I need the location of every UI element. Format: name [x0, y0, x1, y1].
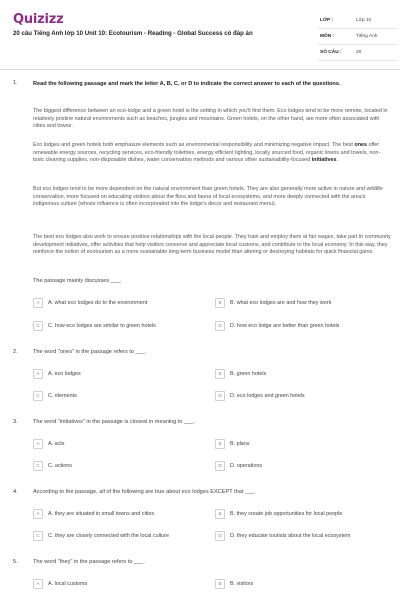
option-text: B. what eco lodges are and how they work [230, 299, 332, 306]
option-letter-box[interactable]: B [215, 509, 225, 519]
meta-value: 20 [356, 50, 362, 55]
option-text: C. they are closely connected with the local culture [48, 532, 170, 539]
option-letter-box[interactable]: C [33, 461, 43, 471]
question-stem: The word "ones" in the passage refers to ___. [33, 349, 147, 355]
option-text: B. visitors [230, 580, 254, 587]
option-text: A. local customs [48, 580, 88, 587]
option-text: D. eco lodges and green hotels [230, 392, 305, 399]
option-letter-box[interactable]: B [215, 369, 225, 379]
passage-text: . [336, 157, 339, 163]
passage-paragraph: The best eco lodges also work to ensure positive relationships with the local people. They train and employ them at fair wages, take part in community development initiatives, offer activities that help visitors conserve and appreciate local customs, and contribute to the local economy. In this way, they reinforce the notion of ecotourism as a more sustainable long-term business model than altering or destroying habitats for quick financial gains. [33, 234, 391, 255]
option-letter-box[interactable]: A [33, 298, 43, 308]
question-instruction: Read the following passage and mark the letter A, B, C, or D to indicate the correct answer to each of the questions. [33, 81, 341, 87]
meta-row-grade [318, 13, 396, 29]
question-number: 1. [13, 80, 18, 86]
option-text: D. they educate tourists about the local ecosystem [230, 532, 351, 539]
meta-label: SỐ CÂU : [320, 50, 342, 55]
answer-option[interactable] [33, 390, 77, 401]
meta-value: Tiếng Anh [356, 34, 378, 39]
option-letter-box[interactable]: B [215, 298, 225, 308]
answer-option[interactable] [33, 320, 156, 331]
answer-option[interactable] [33, 297, 147, 308]
answer-option[interactable] [33, 460, 72, 471]
question-stem: The word "initiatives" in the passage is closest in meaning to ___. [33, 419, 195, 425]
document-title: 20 câu Tiếng Anh lớp 10 Unit 10: Ecotourism - Reading - Global Success có đáp án [13, 30, 253, 37]
option-letter-box[interactable]: B [215, 579, 225, 589]
passage-text: offer renewable energy sources, recycling services, eco-friendly toiletries, energy efficient lighting, locally sourced food, organic linens and towels, non-toxic cleaning supplies, non-disposable dishes, water conservation methods and various other sustainability-focused [33, 142, 381, 163]
option-text: A. eco lodges [48, 370, 81, 377]
answer-option[interactable] [215, 297, 331, 308]
passage-paragraph [33, 142, 391, 165]
answer-option[interactable] [33, 368, 81, 379]
option-text: A. acts [48, 440, 65, 447]
answer-option[interactable] [215, 578, 253, 589]
option-text: D. how eco lodge are better than green hotels [230, 322, 340, 329]
question-stem: According to the passage, all of the following are true about eco lodges EXCEPT that ___. [33, 489, 256, 495]
option-letter-box[interactable]: A [33, 369, 43, 379]
option-text: D. operations [230, 462, 263, 469]
answer-option[interactable] [33, 508, 154, 519]
passage-paragraph: But eco lodges tend to be more dependent on the natural environment than green hotels. They are also generally more active in nature and wildlife conservation, more focused on educating visitors about the flora and fauna of local ecosystems, and more deeply connected with the area's indigenous culture (whose influence is often incorporated into the lodge's decor and restaurant menu). [33, 186, 383, 207]
option-letter-box[interactable]: C [33, 531, 43, 541]
question-number: 5. [13, 559, 18, 565]
meta-table [318, 13, 396, 61]
answer-option[interactable] [33, 438, 64, 449]
option-letter-box[interactable]: A [33, 509, 43, 519]
option-letter-box[interactable]: D [215, 391, 225, 401]
quizizz-logo: Quizizz [13, 12, 64, 27]
passage-text: Eco lodges and green hotels both emphasize elements such as environmental responsibility and minimizing negative impact. The best [33, 142, 355, 148]
highlighted-word: initiatives [311, 157, 337, 163]
header-divider [0, 69, 400, 70]
answer-option[interactable] [33, 530, 169, 541]
option-text: C. elements [48, 392, 77, 399]
passage-paragraph: The biggest difference between an eco-lodge and a green hotel is the setting in which you'll find them. Eco lodges tend to be more remote, located in relatively pristine natural environments such as beaches, jungles and mountains. Green hotels, on the other hand, are more often associated with cities and towns. [33, 108, 388, 129]
option-text: B. green hotels [230, 370, 267, 377]
answer-option[interactable] [215, 438, 249, 449]
answer-option[interactable] [215, 320, 339, 331]
option-letter-box[interactable]: D [215, 321, 225, 331]
meta-label: LỚP : [320, 18, 334, 23]
option-letter-box[interactable]: D [215, 531, 225, 541]
meta-row-count [318, 45, 396, 61]
option-text: C. actions [48, 462, 72, 469]
answer-option[interactable] [215, 530, 350, 541]
option-letter-box[interactable]: A [33, 439, 43, 449]
option-letter-box[interactable]: D [215, 461, 225, 471]
meta-label: MÔN : [320, 34, 335, 39]
question-number: 2. [13, 349, 18, 355]
option-letter-box[interactable]: A [33, 579, 43, 589]
highlighted-word: ones [354, 142, 368, 148]
meta-value: Lớp 10 [356, 18, 372, 23]
answer-option[interactable] [215, 460, 262, 471]
option-text: B. plans [230, 440, 250, 447]
answer-option[interactable] [215, 368, 266, 379]
option-letter-box[interactable]: C [33, 391, 43, 401]
option-text: A. they are situated in small towns and cities [48, 510, 155, 517]
option-letter-box[interactable]: C [33, 321, 43, 331]
meta-row-subject [318, 29, 396, 45]
option-text: C. how eco lodges are similar to green hotels [48, 322, 156, 329]
page-header [0, 0, 400, 72]
answer-option[interactable] [215, 390, 305, 401]
question-number: 3. [13, 419, 18, 425]
option-text: A. what eco lodges do to the environment [48, 299, 148, 306]
answer-option[interactable] [215, 508, 342, 519]
answer-option[interactable] [33, 578, 87, 589]
question-number: 4. [13, 489, 18, 495]
option-letter-box[interactable]: B [215, 439, 225, 449]
question-stem: The word "they" in the passage refers to ___. [33, 559, 145, 565]
question-stem: The passage mainly discusses ___. [33, 278, 122, 284]
option-text: B. they create job opportunities for local people [230, 510, 343, 517]
